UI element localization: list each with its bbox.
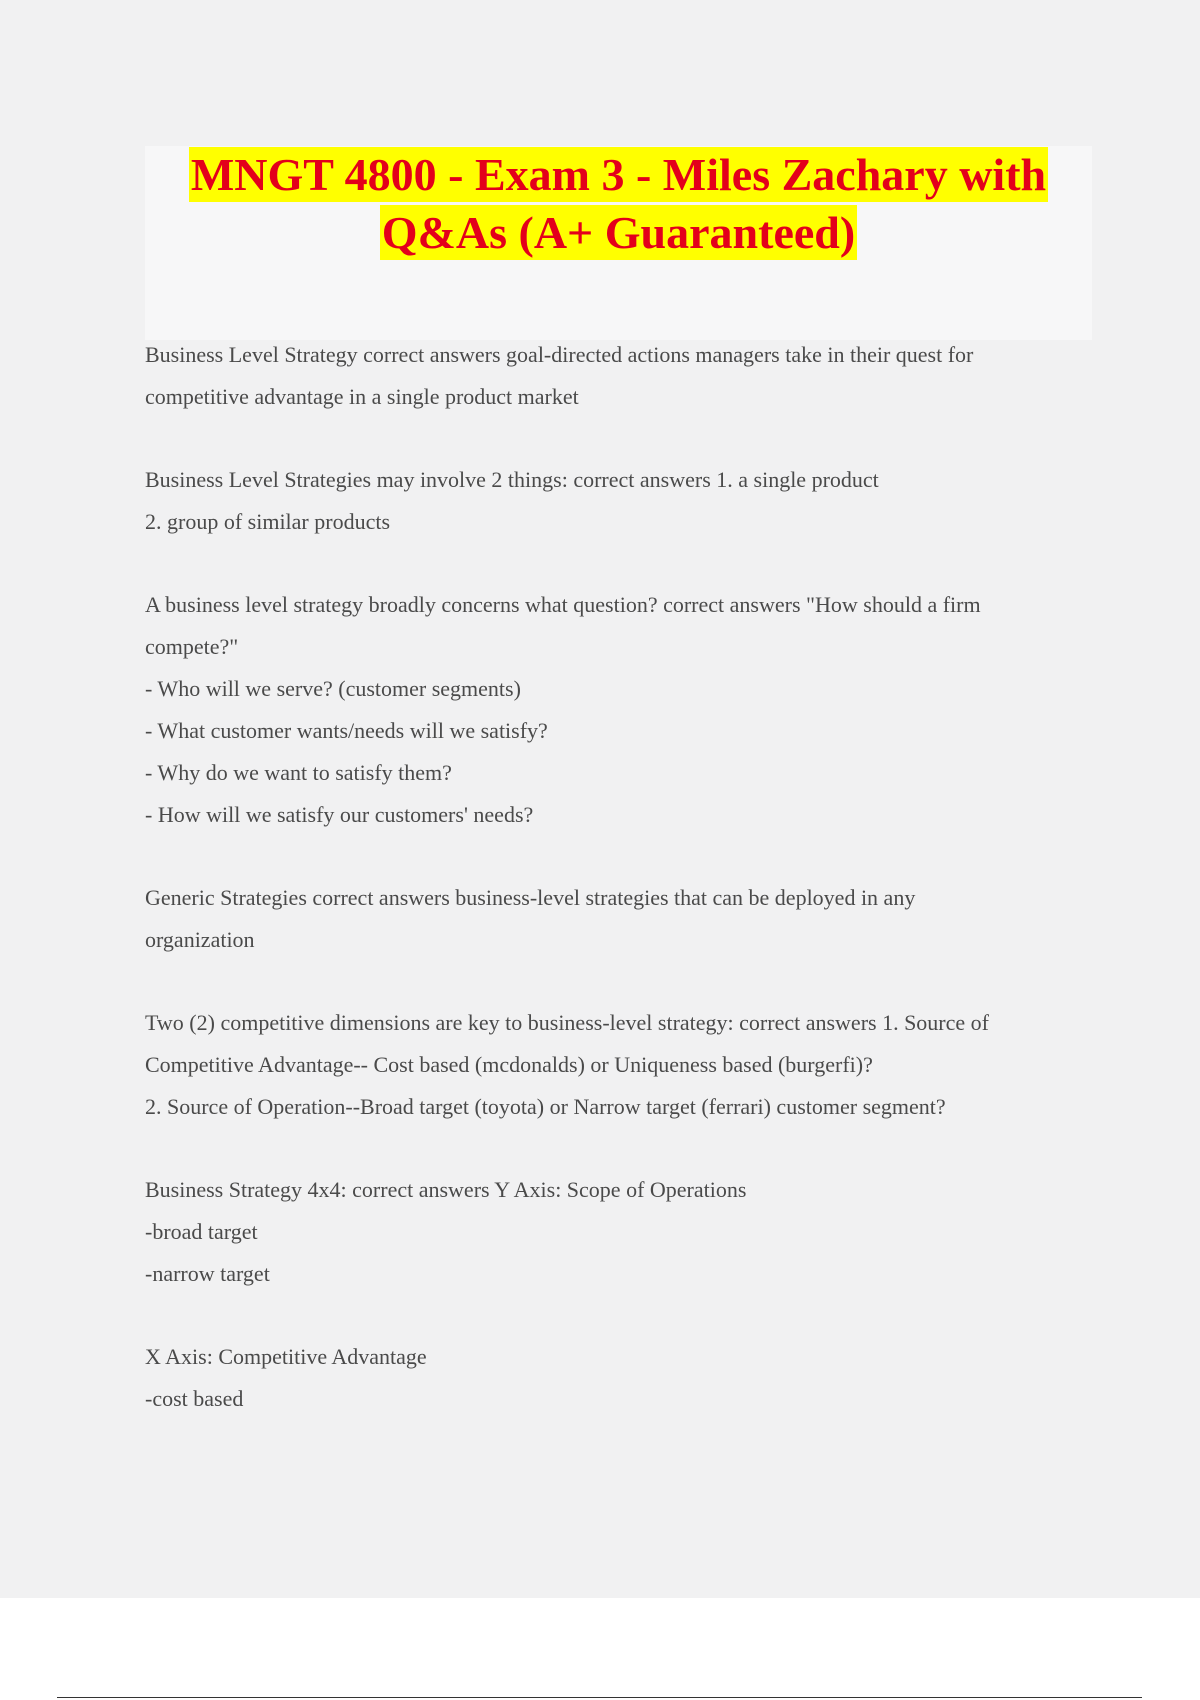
qa-line: Two (2) competitive dimensions are key to business-level strategy: correct answers 1. Source of (145, 1010, 989, 1035)
qa-line: competitive advantage in a single product market (145, 384, 579, 409)
qa-line: - Why do we want to satisfy them? (145, 760, 452, 785)
footer-divider (57, 1697, 1142, 1698)
qa-line: - What customer wants/needs will we satisfy? (145, 718, 548, 743)
qa-line: Competitive Advantage-- Cost based (mcdonalds) or Uniqueness based (burgerfi)? (145, 1052, 873, 1077)
qa-line: Business Level Strategy correct answers goal-directed actions managers take in their quest for (145, 342, 974, 367)
qa-item (145, 1169, 1105, 1295)
qa-line: X Axis: Competitive Advantage (145, 1344, 427, 1369)
qa-item (145, 584, 1105, 836)
title-line-2: Q&As (A+ Guaranteed) (381, 207, 856, 258)
title-block (145, 146, 1092, 340)
qa-line: 2. group of similar products (145, 509, 391, 534)
qa-line: A business level strategy broadly concerns what question? correct answers "How should a firm (145, 592, 981, 617)
qa-line: Business Level Strategies may involve 2 things: correct answers 1. a single product (145, 467, 879, 492)
document-title (145, 146, 1092, 262)
title-line-1: MNGT 4800 - Exam 3 - Miles Zachary with (190, 149, 1047, 200)
qa-item (145, 1336, 1105, 1420)
qa-line: - How will we satisfy our customers' needs? (145, 802, 534, 827)
qa-content (145, 334, 1105, 1461)
qa-item (145, 1002, 1105, 1128)
qa-line: - Who will we serve? (customer segments) (145, 676, 521, 701)
qa-item (145, 877, 1105, 961)
qa-line: compete?" (145, 634, 239, 659)
qa-item (145, 459, 1105, 543)
qa-line: -cost based (145, 1386, 244, 1411)
qa-item (145, 334, 1105, 418)
qa-line: Generic Strategies correct answers business-level strategies that can be deployed in any (145, 885, 916, 910)
qa-line: -narrow target (145, 1261, 270, 1286)
qa-line: organization (145, 927, 255, 952)
qa-line: Business Strategy 4x4: correct answers Y Axis: Scope of Operations (145, 1177, 747, 1202)
qa-line: -broad target (145, 1219, 258, 1244)
qa-line: 2. Source of Operation--Broad target (toyota) or Narrow target (ferrari) customer segment? (145, 1094, 946, 1119)
